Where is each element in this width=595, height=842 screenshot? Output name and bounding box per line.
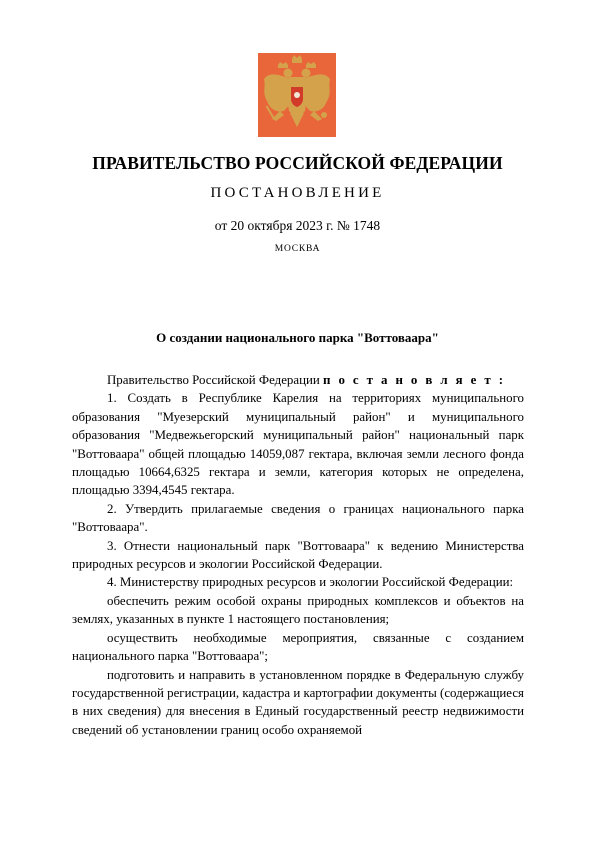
paragraph-4-item-3: подготовить и направить в установленном порядке в Федеральную службу государственной регистрации, кадастра и картографии документы (содержащиеся в них сведения) для внесения в Единый государственный реестр недвижимости сведений об установлении границ особо охраняемой	[72, 667, 524, 737]
paragraph-1: 1. Создать в Республике Карелия на территориях муниципального образования "Муезерский муниципальный район" и муниципального образования "Медвежьегорский муниципальный район" национальный парк "Воттоваара" общей площадью 14059,087 гектара, включая земли лесного фонда площадью 10664,6325 гектара и земли, категория которых не определена, площадью 3394,4545 гектара.	[72, 391, 524, 498]
paragraph-2: 2. Утвердить прилагаемые сведения о границах национального парка "Воттоваара".	[72, 501, 524, 535]
paragraph-3: 3. Отнести национальный парк "Воттоваара" к ведению Министерства природных ресурсов и экологии Российской Федерации.	[72, 538, 524, 572]
government-name: ПРАВИТЕЛЬСТВО РОССИЙСКОЙ ФЕДЕРАЦИИ	[92, 153, 503, 173]
paragraph-4-item-1: обеспечить режим особой охраны природных комплексов и объектов на землях, указанных в пункте 1 настоящего постановления;	[72, 593, 524, 627]
decree-word: п о с т а н о в л я е т :	[323, 373, 506, 387]
document-city: МОСКВА	[274, 244, 321, 254]
intro-text: Правительство Российской Федерации	[107, 373, 323, 387]
intro-paragraph	[72, 371, 524, 389]
document-type: ПОСТАНОВЛЕНИЕ	[210, 185, 385, 201]
russian-coat-of-arms-icon	[258, 53, 336, 137]
document-title: О создании национального парка "Воттовaара"	[156, 330, 439, 345]
paragraph-4-item-2: осуществить необходимые мероприятия, связанные с созданием национального парка "Воттоваара";	[72, 630, 524, 664]
paragraph-4: 4. Министерству природных ресурсов и экологии Российской Федерации:	[107, 575, 514, 590]
document-body	[72, 371, 524, 739]
coat-of-arms-emblem	[258, 53, 336, 137]
document-date-number: от 20 октября 2023 г. № 1748	[214, 218, 381, 233]
